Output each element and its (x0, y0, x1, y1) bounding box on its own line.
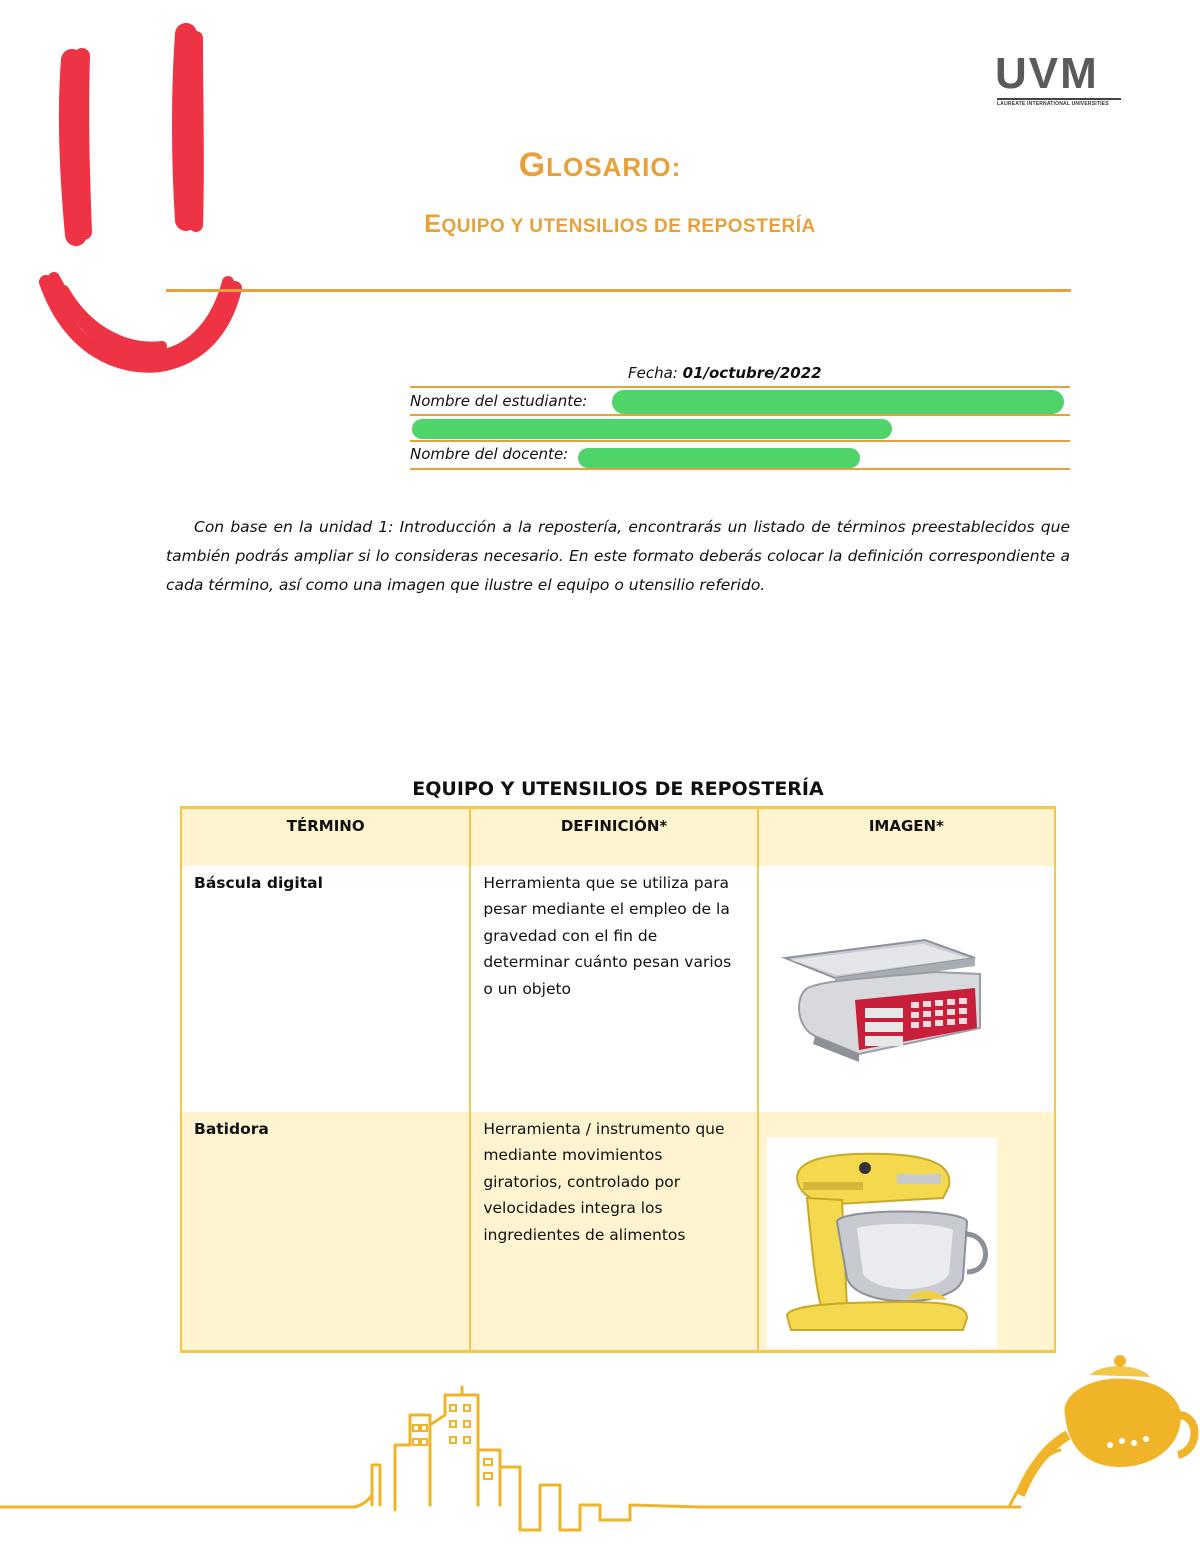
date-line (628, 364, 1028, 382)
page-subtitle: EQUIPO Y UTENSILIOS DE REPOSTERÍA (424, 210, 816, 238)
date-label: Fecha: (628, 364, 678, 382)
title-divider (166, 289, 1071, 292)
logo-wordmark: UVM (995, 49, 1099, 98)
header-image: IMAGEN* (758, 808, 1055, 866)
info-divider (410, 468, 1070, 470)
info-divider (410, 414, 1070, 416)
header-term: TÉRMINO (181, 808, 470, 866)
info-divider (410, 440, 1070, 442)
page-title: GLOSARIO: (518, 146, 682, 184)
student-name-label: Nombre del estudiante: (410, 392, 588, 410)
redaction-mark (578, 448, 860, 468)
definition-cell: Herramienta / instrumento que mediante movimientos giratorios, controlado por velocidades integra los ingredientes de alimentos (470, 1112, 757, 1352)
image-cell (758, 1112, 1055, 1352)
digital-scale-image (775, 930, 985, 1070)
info-divider (410, 386, 1070, 388)
table-row (181, 866, 1055, 1112)
logo-subtitle: LAUREATE INTERNATIONAL UNIVERSITIES (997, 98, 1121, 107)
redaction-mark (612, 390, 1064, 414)
redaction-mark (412, 419, 892, 439)
intro-paragraph: Con base en la unidad 1: Introducción a la repostería, encontrarás un listado de términos preestablecidos que también podrás ampliar si lo consideras necesario. En este formato deberás colocar la definición correspondiente a cada término, así como una imagen que ilustre el equipo o utensilio referido. (166, 518, 1070, 594)
table-row (181, 1112, 1055, 1352)
stand-mixer-image (767, 1138, 997, 1348)
uvm-logo (995, 49, 1125, 112)
date-value: 01/octubre/2022 (682, 364, 822, 382)
term-cell: Báscula digital (181, 866, 470, 1112)
definition-cell: Herramienta que se utiliza para pesar mediante el empleo de la gravedad con el fin de determinar cuánto pesan varios o un objeto (470, 866, 757, 1112)
glossary-table (180, 806, 1056, 1353)
table-header-row (181, 808, 1055, 866)
footer-decoration (0, 1355, 1200, 1553)
teacher-name-label: Nombre del docente: (410, 445, 569, 463)
header-definition: DEFINICIÓN* (470, 808, 757, 866)
image-cell (758, 866, 1055, 1112)
table-title: EQUIPO Y UTENSILIOS DE REPOSTERÍA (412, 778, 824, 800)
term-cell: Batidora (181, 1112, 470, 1352)
